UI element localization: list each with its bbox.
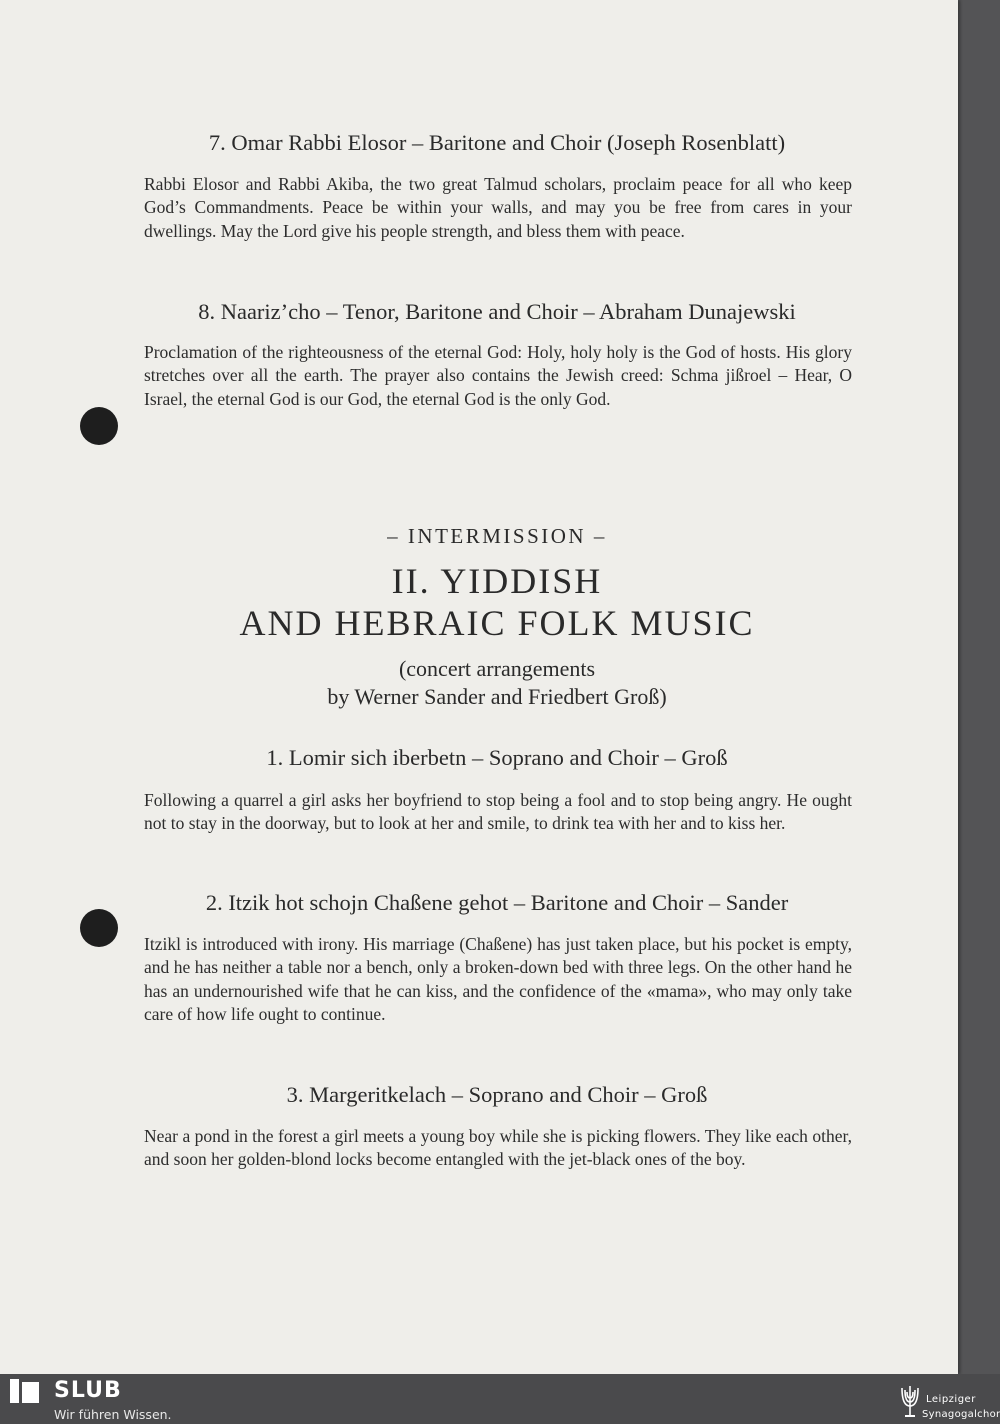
intermission-label: – INTERMISSION – bbox=[387, 524, 607, 548]
punch-hole bbox=[80, 407, 118, 445]
library-tagline: Wir führen Wissen. bbox=[54, 1407, 172, 1422]
program-item-heading: 7. Omar Rabbi Elosor – Baritone and Choir (Joseph Rosenblatt) bbox=[208, 130, 786, 155]
slub-book-icon bbox=[10, 1379, 40, 1403]
menorah-icon bbox=[898, 1380, 922, 1420]
program-item-description: Rabbi Elosor and Rabbi Akiba, the two great Talmud scholars, proclaim peace for all who keep God’s Commandments. Peace be within your walls, and may you be free from cares in your dwellings. May the Lord give his people strength, and bless them with peace. bbox=[144, 174, 852, 241]
library-name: SLUB bbox=[54, 1378, 122, 1403]
section-title: AND HEBRAIC FOLK MUSIC bbox=[239, 603, 755, 643]
folk-item-heading: 3. Margeritkelach – Soprano and Choir – Groß bbox=[286, 1082, 708, 1107]
section-subtitle: by Werner Sander and Friedbert Groß) bbox=[327, 684, 667, 709]
folk-item-description: Near a pond in the forest a girl meets a young boy while she is picking flowers. They like each other, and soon her golden-blond locks become entangled with the jet-black ones of the boy. bbox=[144, 1126, 852, 1170]
folk-item-heading: 1. Lomir sich iberbetn – Soprano and Choir – Groß bbox=[266, 745, 728, 770]
section-subtitle: (concert arrangements bbox=[398, 656, 596, 681]
section-title: II. YIDDISH bbox=[391, 561, 603, 601]
folk-item-heading: 2. Itzik hot schojn Chaßene gehot – Baritone and Choir – Sander bbox=[205, 890, 789, 915]
partner-name-line1: Leipziger bbox=[926, 1394, 976, 1405]
partner-name-line2: Synagogalchor bbox=[922, 1409, 1000, 1420]
program-item-description: Proclamation of the righteousness of the eternal God: Holy, holy holy is the God of hosts. His glory stretches over all the earth. The prayer also contains the Jewish creed: Schma jißroel – Hear, O Israel, the eternal God is our God, the eternal God is the only God. bbox=[144, 342, 852, 409]
program-item-heading: 8. Naariz’cho – Tenor, Baritone and Choir – Abraham Dunajewski bbox=[198, 299, 796, 324]
punch-hole bbox=[80, 909, 118, 947]
folk-item-description: Following a quarrel a girl asks her boyfriend to stop being a fool and to stop being angry. He ought not to stay in the doorway, but to look at her and smile, to drink tea with her and to kiss her. bbox=[144, 790, 852, 834]
folk-item-description: Itzikl is introduced with irony. His marriage (Chaßene) has just taken place, but his pocket is empty, and he has neither a table nor a bench, only a broken-down bed with three legs. On the other hand he has an undernourished wife that he can kiss, and the confidence of the «mama», who may only take care of how life ought to continue. bbox=[144, 934, 852, 1024]
